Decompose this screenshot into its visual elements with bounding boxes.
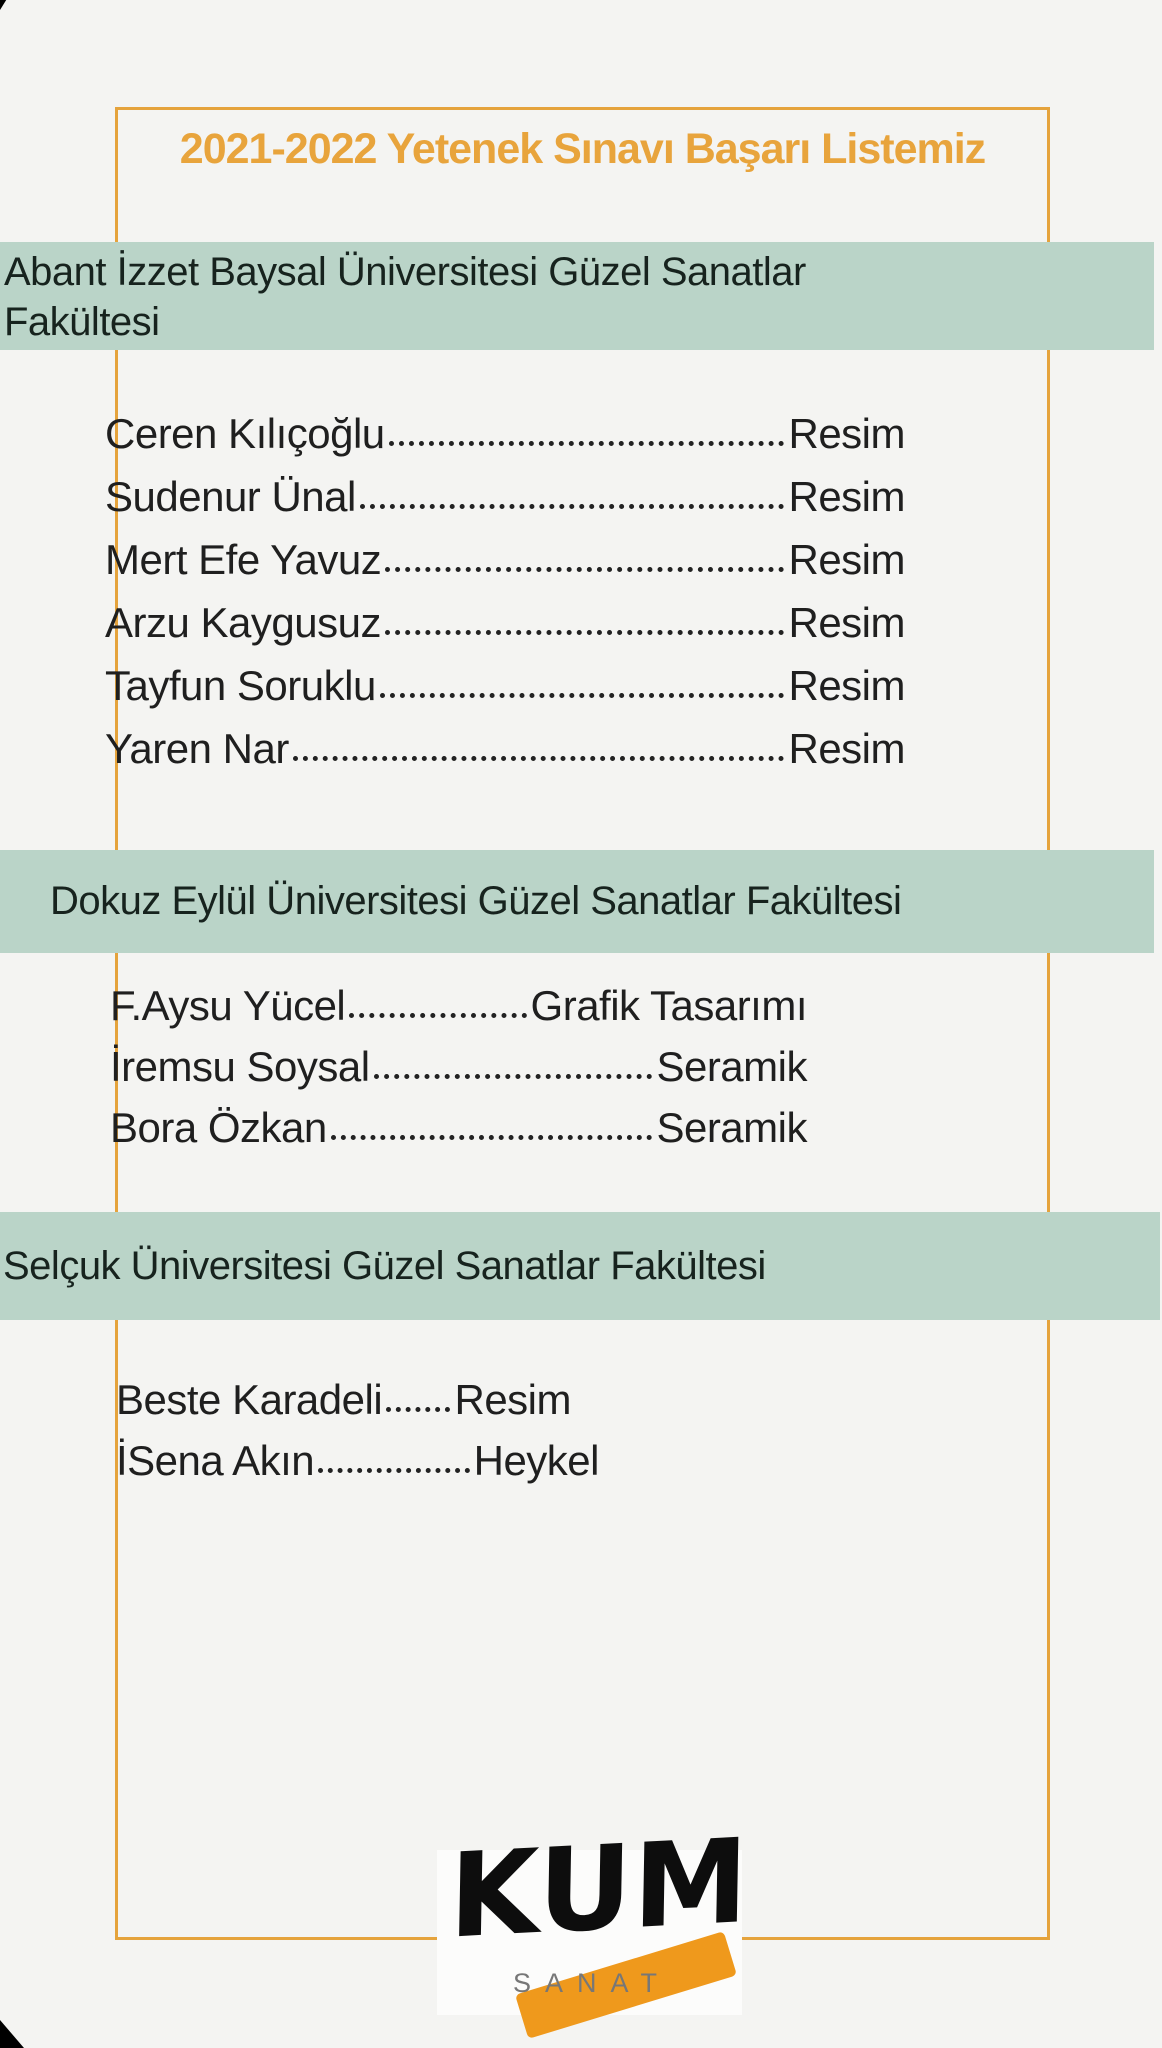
- list-item: [110, 1097, 807, 1158]
- university-title: Abant İzzet Baysal Üniversitesi Güzel Sanatlar Fakültesi: [4, 250, 806, 344]
- student-list: [110, 975, 807, 1158]
- dotted-leader: [385, 630, 785, 635]
- list-item: [110, 975, 807, 1036]
- department: Grafik Tasarımı: [530, 982, 807, 1029]
- dotted-leader: [380, 693, 785, 698]
- department: Seramik: [656, 1043, 807, 1090]
- department: Resim: [788, 725, 905, 772]
- list-item: [110, 1036, 807, 1097]
- department: Heykel: [473, 1437, 599, 1484]
- student-list: [105, 402, 905, 780]
- list-item: [116, 1430, 599, 1491]
- logo-brand: KUM: [448, 1813, 751, 1965]
- list-item: [105, 591, 905, 654]
- list-item: [105, 717, 905, 780]
- university-band: [0, 850, 1154, 953]
- corner-mark-icon: [0, 2020, 24, 2048]
- university-band: [0, 242, 1154, 350]
- department: Resim: [788, 410, 905, 457]
- dotted-leader: [293, 756, 785, 761]
- dotted-leader: [389, 441, 785, 446]
- university-title: Dokuz Eylül Üniversitesi Güzel Sanatlar Fakültesi: [50, 879, 902, 923]
- university-title: Selçuk Üniversitesi Güzel Sanatlar Fakültesi: [3, 1244, 766, 1288]
- dotted-leader: [349, 1013, 526, 1018]
- dotted-leader: [374, 1074, 653, 1079]
- department: Resim: [788, 536, 905, 583]
- department: Resim: [788, 473, 905, 520]
- list-item: [105, 654, 905, 717]
- student-name: Ceren Kılıçoğlu: [105, 410, 385, 457]
- corner-mark-icon: [0, 0, 6, 27]
- department: Resim: [788, 662, 905, 709]
- student-list: [116, 1369, 599, 1491]
- student-name: Mert Efe Yavuz: [105, 536, 382, 583]
- student-name: Tayfun Soruklu: [105, 662, 376, 709]
- list-item: [105, 402, 905, 465]
- student-name: F.Aysu Yücel: [110, 982, 346, 1029]
- logo: [437, 1813, 751, 2015]
- department: Resim: [454, 1376, 571, 1423]
- dotted-leader: [386, 1407, 450, 1412]
- logo-subtitle: SANAT: [512, 1968, 671, 1998]
- dotted-leader: [331, 1135, 653, 1140]
- page-title: 2021-2022 Yetenek Sınavı Başarı Listemiz: [179, 125, 986, 173]
- student-name: Sudenur Ünal: [105, 473, 356, 520]
- department: Resim: [788, 599, 905, 646]
- dotted-leader: [385, 567, 784, 572]
- dotted-leader: [318, 1468, 469, 1473]
- student-name: İSena Akın: [116, 1437, 315, 1484]
- dotted-leader: [360, 504, 785, 509]
- university-band: [0, 1212, 1160, 1320]
- student-name: Bora Özkan: [110, 1104, 327, 1151]
- student-name: İremsu Soysal: [110, 1043, 370, 1090]
- department: Seramik: [656, 1104, 807, 1151]
- list-item: [116, 1369, 571, 1430]
- student-name: Beste Karadeli: [116, 1376, 383, 1423]
- student-name: Arzu Kaygusuz: [105, 599, 381, 646]
- student-name: Yaren Nar: [105, 725, 289, 772]
- list-item: [105, 465, 905, 528]
- list-item: [105, 528, 905, 591]
